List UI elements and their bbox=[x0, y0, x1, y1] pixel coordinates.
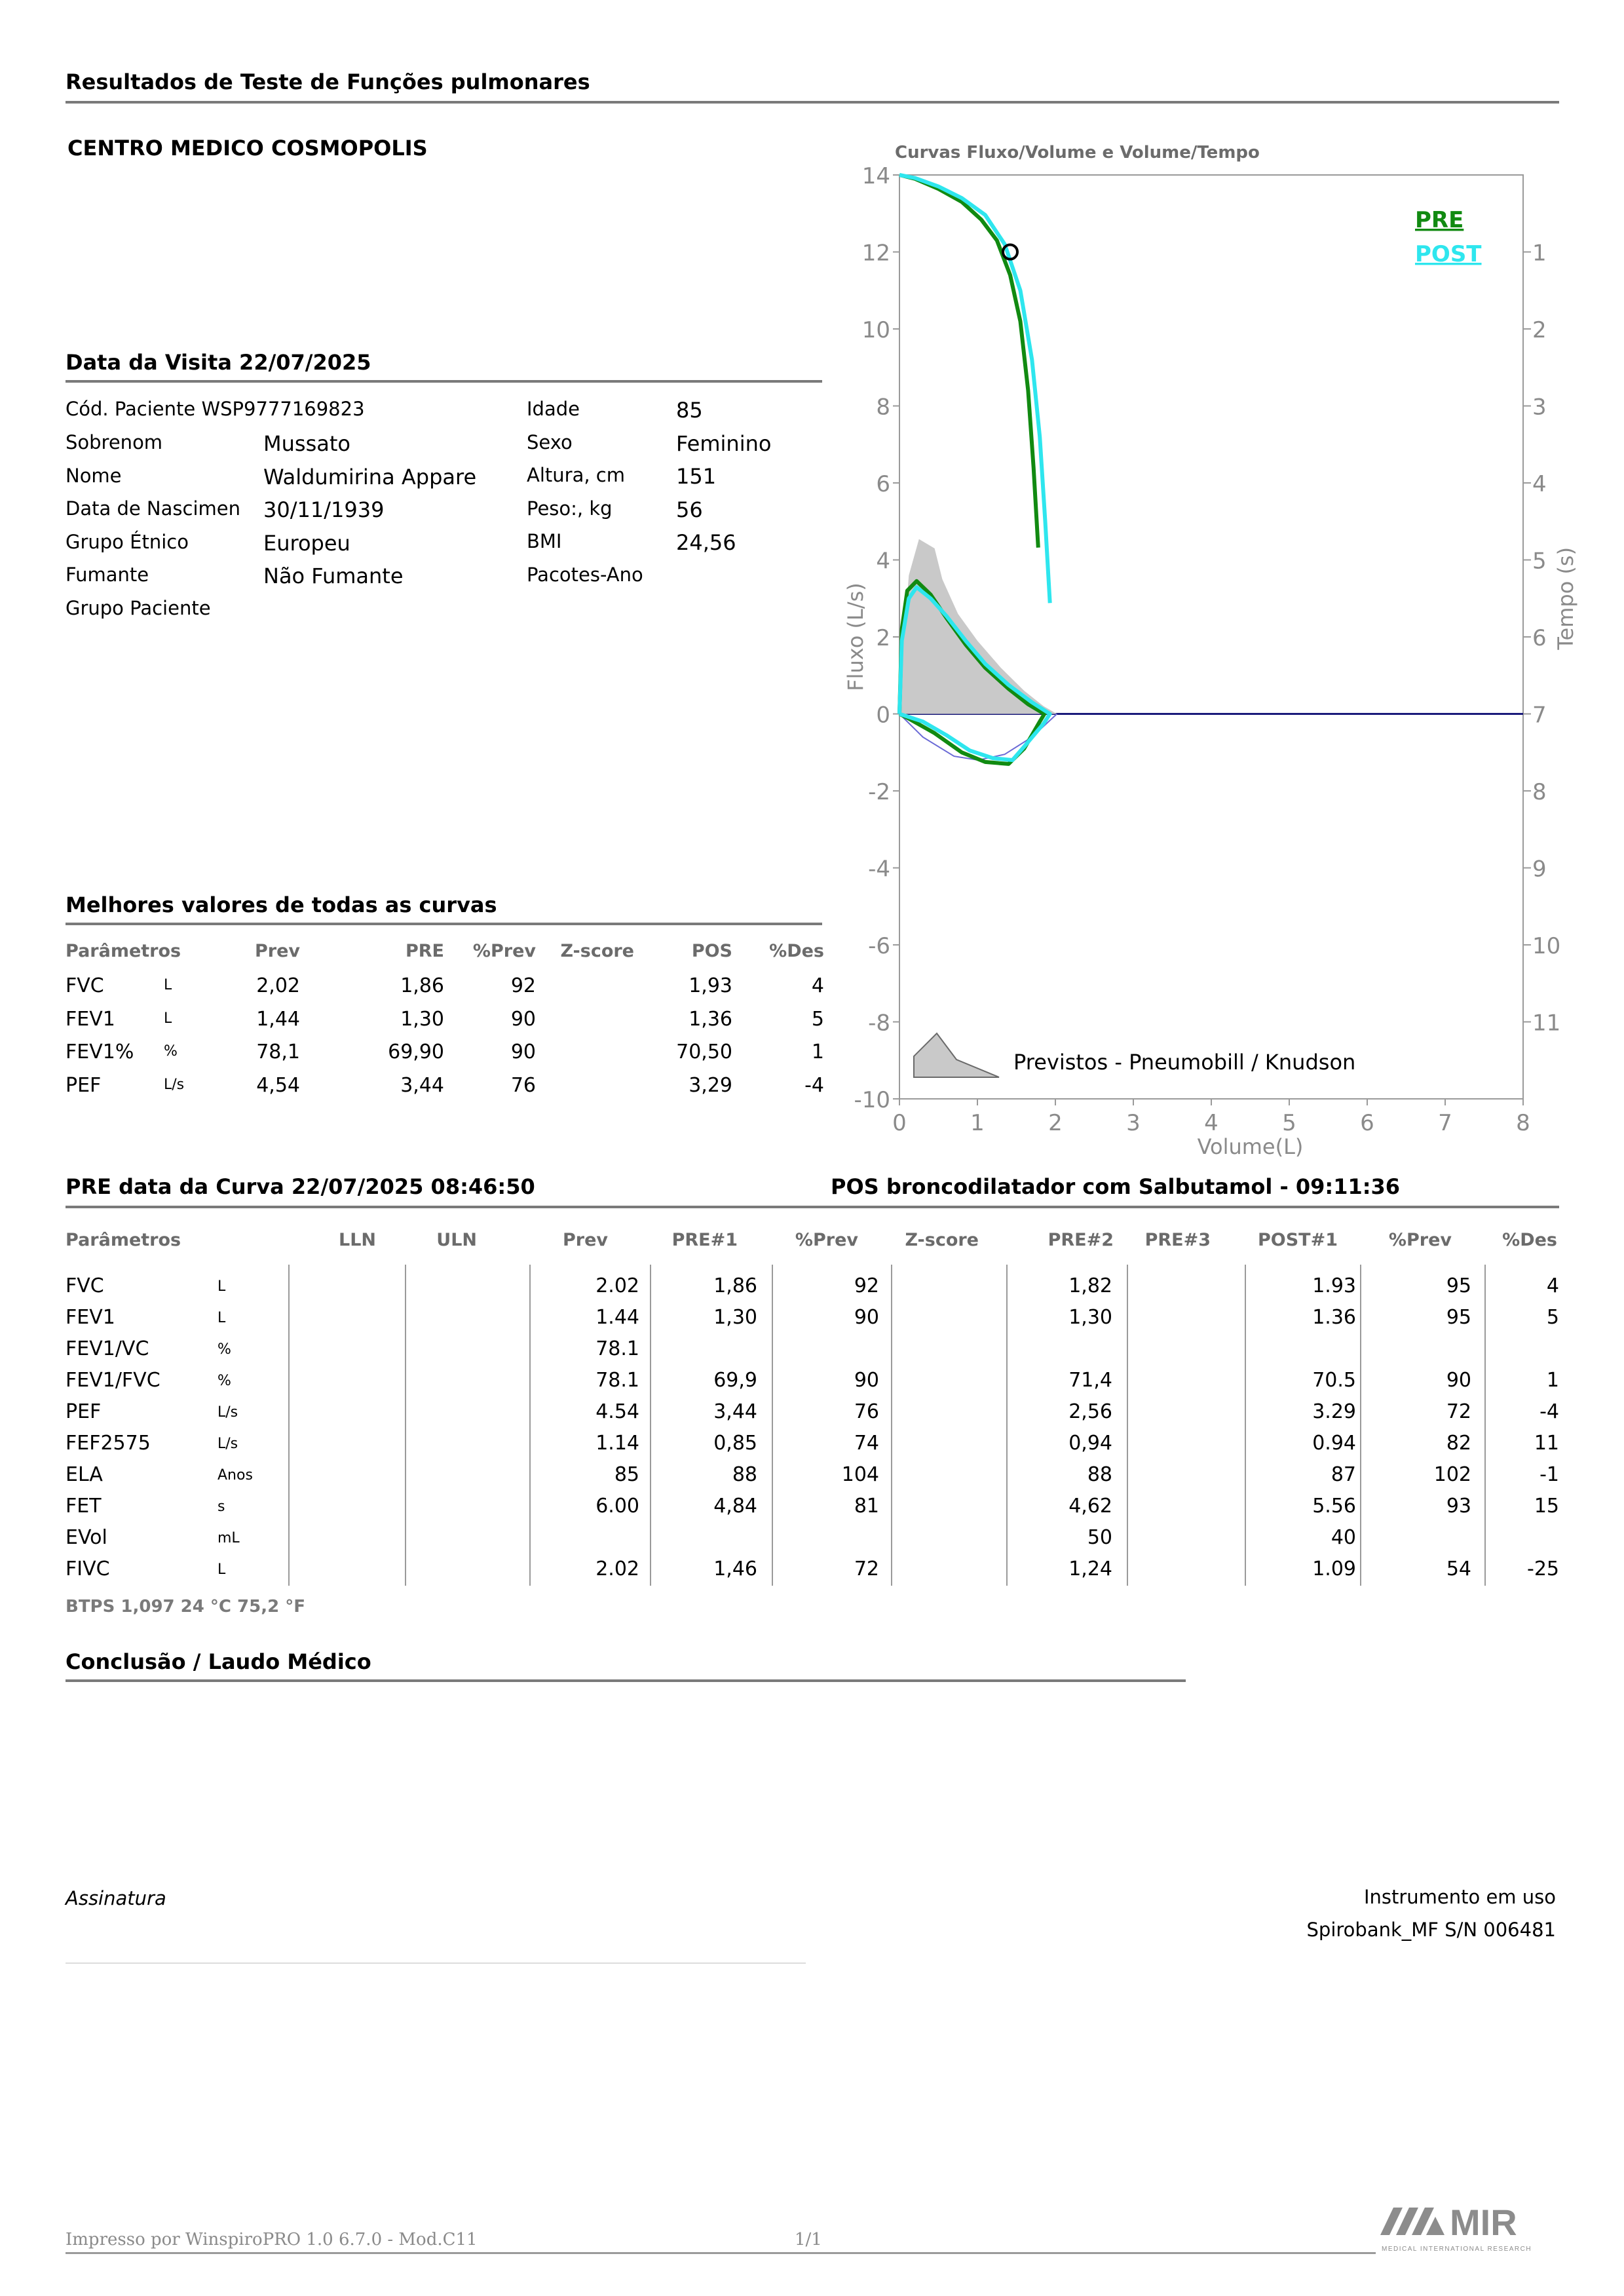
curve-row-value: 0,85 bbox=[713, 1432, 757, 1455]
curve-header-2: ULN bbox=[436, 1230, 477, 1250]
table-column-separator bbox=[405, 1265, 406, 1586]
curve-row-value: 69,9 bbox=[713, 1369, 757, 1392]
table-column-separator bbox=[772, 1265, 773, 1586]
patient-field-value: Não Fumante bbox=[263, 564, 404, 588]
legend-post: POST bbox=[1415, 241, 1482, 267]
curve-row-value: -25 bbox=[1527, 1558, 1559, 1580]
best-row-unit: L bbox=[164, 977, 172, 993]
curve-row-value: 1.36 bbox=[1312, 1306, 1356, 1329]
curve-row-param: FEV1/VC bbox=[66, 1337, 149, 1360]
best-row-value: 1,30 bbox=[400, 1007, 444, 1031]
legend-pre: PRE bbox=[1415, 207, 1464, 233]
y2-tick-label: 4 bbox=[1532, 471, 1547, 497]
table-column-separator bbox=[1006, 1265, 1008, 1586]
table-column-separator bbox=[650, 1265, 651, 1586]
table-column-separator bbox=[1484, 1265, 1486, 1586]
curve-row-value: 2.02 bbox=[595, 1558, 639, 1580]
patient-field-label: Grupo Paciente bbox=[66, 596, 211, 619]
best-row-value: 92 bbox=[510, 974, 536, 997]
patient-field-label: Data de Nascimen bbox=[66, 497, 240, 520]
curve-row-value: 4,62 bbox=[1068, 1495, 1112, 1518]
curve-row-value: 102 bbox=[1433, 1463, 1471, 1486]
curve-row-value: 2,56 bbox=[1068, 1400, 1112, 1423]
curve-row-value: 1.14 bbox=[595, 1432, 639, 1455]
curve-row-value: 90 bbox=[854, 1369, 879, 1392]
best-row-unit: % bbox=[164, 1043, 178, 1060]
curve-row-unit: L bbox=[217, 1561, 226, 1578]
curve-row-value: 4.54 bbox=[595, 1400, 639, 1423]
y2-tick-label: 3 bbox=[1532, 394, 1547, 421]
curve-row-value: 40 bbox=[1331, 1526, 1356, 1549]
curve-row-value: 95 bbox=[1446, 1306, 1471, 1329]
best-row-value: 5 bbox=[811, 1007, 824, 1031]
y-tick-label: -8 bbox=[868, 1010, 890, 1037]
best-header-0: Parâmetros bbox=[66, 941, 181, 961]
best-header-5: POS bbox=[691, 941, 732, 961]
conclusion-title: Conclusão / Laudo Médico bbox=[66, 1649, 371, 1674]
y-tick-label: -6 bbox=[868, 933, 890, 959]
patient-field-value: 85 bbox=[676, 398, 703, 423]
y-tick-label: 12 bbox=[861, 240, 890, 267]
patient-field-label: BMI bbox=[527, 530, 562, 552]
best-row-value: 1,86 bbox=[400, 974, 444, 997]
patient-field-value: 151 bbox=[676, 464, 717, 489]
curve-row-value: 1,82 bbox=[1068, 1274, 1112, 1297]
patient-field-value: 56 bbox=[676, 497, 703, 522]
curve-row-param: FEV1 bbox=[66, 1306, 115, 1329]
best-header-1: Prev bbox=[254, 941, 300, 961]
curve-header-0: Parâmetros bbox=[66, 1230, 181, 1250]
x-tick-label: 7 bbox=[1438, 1110, 1452, 1136]
curve-row-value: 78.1 bbox=[595, 1369, 639, 1392]
patient-field-label: Pacotes-Ano bbox=[527, 563, 643, 586]
best-header-4: Z-score bbox=[560, 941, 634, 961]
curve-row-value: 50 bbox=[1087, 1526, 1112, 1549]
patient-field-label: Sobrenom bbox=[66, 431, 163, 453]
patient-field-label: Fumante bbox=[66, 564, 149, 586]
predicted-legend-label: Previstos - Pneumobill / Knudson bbox=[1013, 1050, 1356, 1075]
curve-row-value: 3.29 bbox=[1312, 1400, 1356, 1423]
curve-row-value: 1,30 bbox=[1068, 1306, 1112, 1329]
visit-divider bbox=[66, 380, 822, 383]
patient-field-label: Idade bbox=[527, 398, 580, 420]
table-column-separator bbox=[529, 1265, 531, 1586]
y-tick-label: 0 bbox=[876, 702, 890, 729]
curve-row-value: 54 bbox=[1446, 1558, 1471, 1580]
patient-field-value: 24,56 bbox=[676, 530, 736, 555]
best-row-value: 1,93 bbox=[689, 974, 732, 997]
best-row-value: 69,90 bbox=[388, 1041, 444, 1063]
y-tick-label: 4 bbox=[876, 548, 890, 575]
best-row-value: 1,36 bbox=[689, 1007, 732, 1031]
conclusion-text-area bbox=[66, 1704, 1186, 1854]
curve-row-value: -1 bbox=[1539, 1463, 1559, 1486]
best-row-value: 70,50 bbox=[676, 1041, 732, 1063]
table-column-separator bbox=[1127, 1265, 1128, 1586]
curve-row-value: 82 bbox=[1446, 1432, 1471, 1455]
best-row-param: PEF bbox=[66, 1073, 102, 1097]
curve-header-11: %Des bbox=[1502, 1230, 1557, 1250]
curve-row-value: 81 bbox=[854, 1495, 879, 1518]
curve-row-param: FIVC bbox=[66, 1558, 110, 1580]
predicted-legend-swatch bbox=[914, 1033, 999, 1077]
x-tick-label: 5 bbox=[1282, 1110, 1296, 1136]
y-tick-label: 10 bbox=[861, 317, 890, 343]
y2-tick-label: 6 bbox=[1532, 625, 1547, 651]
curve-header-5: %Prev bbox=[795, 1230, 858, 1250]
best-header-2: PRE bbox=[405, 941, 444, 961]
report-title: Resultados de Teste de Funções pulmonares bbox=[66, 69, 590, 94]
curve-row-value: 1,24 bbox=[1068, 1558, 1112, 1580]
best-row-value: 90 bbox=[510, 1041, 536, 1063]
curve-row-param: ELA bbox=[66, 1463, 103, 1486]
curve-row-unit: Anos bbox=[217, 1467, 253, 1483]
x-tick-label: 3 bbox=[1126, 1110, 1141, 1136]
center-name: CENTRO MEDICO COSMOPOLIS bbox=[67, 136, 428, 161]
curve-row-value: 5.56 bbox=[1312, 1495, 1356, 1518]
y-tick-label: -10 bbox=[854, 1087, 890, 1113]
best-row-value: 4 bbox=[811, 974, 824, 997]
best-row-param: FVC bbox=[66, 974, 104, 997]
curve-row-param: EVol bbox=[66, 1526, 107, 1549]
best-row-value: 1 bbox=[811, 1041, 824, 1063]
curve-row-value: 70.5 bbox=[1312, 1369, 1356, 1392]
curve-header-8: PRE#3 bbox=[1144, 1230, 1211, 1250]
curve-row-unit: s bbox=[217, 1499, 225, 1515]
patient-field-label: Nome bbox=[66, 464, 122, 487]
plot-frame bbox=[899, 175, 1523, 1099]
curve-row-value: 90 bbox=[1446, 1369, 1471, 1392]
curve-row-value: 1.44 bbox=[595, 1306, 639, 1329]
curve-row-value: 3,44 bbox=[713, 1400, 757, 1423]
y-tick-label: -4 bbox=[868, 856, 890, 883]
y2-tick-label: 8 bbox=[1532, 779, 1547, 805]
curve-row-value: 104 bbox=[841, 1463, 879, 1486]
curve-row-value: 71,4 bbox=[1068, 1369, 1112, 1392]
logo-subtext: MEDICAL INTERNATIONAL RESEARCH bbox=[1382, 2246, 1532, 2253]
btps-info: BTPS 1,097 24 °C 75,2 °F bbox=[66, 1597, 306, 1617]
curve-row-unit: L/s bbox=[217, 1436, 238, 1452]
curve-header-9: POST#1 bbox=[1257, 1230, 1338, 1250]
curve-row-value: 88 bbox=[1087, 1463, 1112, 1486]
table-column-separator bbox=[1245, 1265, 1246, 1586]
best-values-divider bbox=[66, 923, 822, 925]
curve-row-value: 78.1 bbox=[595, 1337, 639, 1360]
curve-row-unit: L bbox=[217, 1310, 226, 1326]
signature-line bbox=[66, 1962, 806, 1964]
best-row-value: 3,44 bbox=[400, 1073, 444, 1097]
curve-row-value: 88 bbox=[732, 1463, 757, 1486]
curve-row-value: 15 bbox=[1534, 1495, 1559, 1518]
patient-field-value: Waldumirina Appare bbox=[263, 464, 477, 489]
table-column-separator bbox=[1360, 1265, 1361, 1586]
curve-row-unit: % bbox=[217, 1341, 231, 1358]
curve-row-value: 1,46 bbox=[713, 1558, 757, 1580]
curve-row-value: 1 bbox=[1546, 1369, 1559, 1392]
instrument-label: Instrumento em uso bbox=[1363, 1886, 1556, 1908]
patient-field-value: 30/11/1939 bbox=[263, 497, 385, 522]
curve-header-7: PRE#2 bbox=[1048, 1230, 1114, 1250]
best-header-6: %Des bbox=[769, 941, 824, 961]
curve-header-4: PRE#1 bbox=[671, 1230, 738, 1250]
best-row-value: -4 bbox=[804, 1073, 824, 1097]
signature-label: Assinatura bbox=[66, 1887, 166, 1909]
curve-row-value: 5 bbox=[1546, 1306, 1559, 1329]
curve-row-param: PEF bbox=[66, 1400, 102, 1423]
curve-row-value: 92 bbox=[854, 1274, 879, 1297]
best-header-3: %Prev bbox=[472, 941, 536, 961]
curve-row-param: FET bbox=[66, 1495, 102, 1518]
curve-row-value: 85 bbox=[614, 1463, 639, 1486]
printed-by: Impresso por WinspiroPRO 1.0 6.7.0 - Mod.C11 bbox=[66, 2230, 478, 2249]
curve-row-value: 2.02 bbox=[595, 1274, 639, 1297]
y2-tick-label: 5 bbox=[1532, 548, 1547, 575]
curve-header-6: Z-score bbox=[905, 1230, 979, 1250]
curve-row-value: 93 bbox=[1446, 1495, 1471, 1518]
patient-field-label: Altura, cm bbox=[527, 464, 625, 486]
curve-row-param: FEF2575 bbox=[66, 1432, 151, 1455]
x-tick-label: 2 bbox=[1048, 1110, 1063, 1136]
y-tick-label: -2 bbox=[868, 779, 890, 805]
curve-row-value: 1.93 bbox=[1312, 1274, 1356, 1297]
x-tick-label: 4 bbox=[1204, 1110, 1218, 1136]
curve-row-unit: L bbox=[217, 1278, 226, 1295]
curve-header-1: LLN bbox=[338, 1230, 376, 1250]
curve-row-value: 87 bbox=[1331, 1463, 1356, 1486]
table-column-separator bbox=[891, 1265, 892, 1586]
curve-row-value: 1,86 bbox=[713, 1274, 757, 1297]
conclusion-divider bbox=[66, 1679, 1186, 1682]
best-row-value: 90 bbox=[510, 1007, 536, 1031]
curve-row-value: 1,30 bbox=[713, 1306, 757, 1329]
curve-row-value: 95 bbox=[1446, 1274, 1471, 1297]
curve-row-value: -4 bbox=[1539, 1400, 1559, 1423]
patient-code: Cód. Paciente WSP9777169823 bbox=[66, 398, 365, 420]
curve-row-param: FEV1/FVC bbox=[66, 1369, 161, 1392]
best-row-value: 3,29 bbox=[689, 1073, 732, 1097]
best-row-value: 2,02 bbox=[256, 974, 300, 997]
post-curve-title: POS broncodilatador com Salbutamol - 09:11:36 bbox=[831, 1174, 1401, 1199]
curve-header-10: %Prev bbox=[1388, 1230, 1452, 1250]
best-row-unit: L bbox=[164, 1010, 172, 1027]
flow-volume-chart bbox=[843, 157, 1578, 1179]
mir-logo bbox=[1379, 2198, 1562, 2257]
curve-row-value: 6.00 bbox=[595, 1495, 639, 1518]
best-row-param: FEV1 bbox=[66, 1007, 115, 1031]
y2-tick-label: 1 bbox=[1532, 240, 1547, 267]
patient-field-value: Mussato bbox=[263, 431, 350, 456]
y2-tick-label: 7 bbox=[1532, 702, 1547, 729]
curve-row-value: 74 bbox=[854, 1432, 879, 1455]
curve-row-unit: % bbox=[217, 1373, 231, 1389]
best-row-value: 78,1 bbox=[256, 1041, 300, 1063]
y2-tick-label: 10 bbox=[1532, 933, 1561, 959]
curve-row-value: 4,84 bbox=[713, 1495, 757, 1518]
best-row-param: FEV1% bbox=[66, 1041, 134, 1063]
curve-row-unit: L/s bbox=[217, 1404, 238, 1421]
curve-row-param: FVC bbox=[66, 1274, 104, 1297]
series-pre-volume-time bbox=[899, 175, 1038, 548]
curve-row-value: 0,94 bbox=[1068, 1432, 1112, 1455]
table-column-separator bbox=[288, 1265, 290, 1586]
chart-title: Curvas Fluxo/Volume e Volume/Tempo bbox=[895, 143, 1260, 163]
patient-field-value: Feminino bbox=[676, 430, 772, 456]
curve-row-unit: mL bbox=[217, 1530, 240, 1546]
predicted-area bbox=[899, 539, 1057, 714]
y2-tick-label: 11 bbox=[1532, 1010, 1561, 1037]
y2-tick-label: 2 bbox=[1532, 317, 1547, 343]
x-tick-label: 0 bbox=[892, 1110, 907, 1136]
patient-field-label: Sexo bbox=[527, 430, 573, 453]
visit-title: Data da Visita 22/07/2025 bbox=[66, 350, 371, 375]
best-row-value: 4,54 bbox=[256, 1073, 300, 1097]
page-number: 1/1 bbox=[795, 2230, 822, 2249]
x-axis-label: Volume(L) bbox=[1197, 1134, 1304, 1159]
y-tick-label: 14 bbox=[861, 163, 890, 189]
best-row-unit: L/s bbox=[164, 1076, 185, 1093]
x-tick-label: 6 bbox=[1360, 1110, 1374, 1136]
y-axis-label: Fluxo (L/s) bbox=[843, 583, 868, 691]
y-tick-label: 2 bbox=[876, 625, 890, 651]
y-tick-label: 8 bbox=[876, 394, 890, 421]
curve-row-value: 72 bbox=[1446, 1400, 1471, 1423]
y-tick-label: 6 bbox=[876, 471, 890, 497]
best-row-value: 1,44 bbox=[256, 1007, 300, 1031]
curve-row-value: 72 bbox=[854, 1558, 879, 1580]
curve-row-value: 4 bbox=[1546, 1274, 1559, 1297]
best-row-value: 76 bbox=[510, 1073, 536, 1097]
y2-tick-label: 9 bbox=[1532, 856, 1547, 883]
curve-row-value: 1.09 bbox=[1312, 1558, 1356, 1580]
x-tick-label: 8 bbox=[1516, 1110, 1530, 1136]
curve-header-3: Prev bbox=[562, 1230, 608, 1250]
patient-field-label: Peso:, kg bbox=[527, 497, 613, 520]
patient-field-label: Grupo Étnico bbox=[66, 530, 189, 553]
logo-text: MIR bbox=[1450, 2202, 1517, 2243]
instrument-value: Spirobank_MF S/N 006481 bbox=[1306, 1919, 1556, 1941]
y2-axis-label: Tempo (s) bbox=[1553, 546, 1578, 650]
patient-field-value: Europeu bbox=[263, 530, 350, 556]
curve-row-value: 11 bbox=[1534, 1432, 1559, 1455]
pre-curve-title: PRE data da Curva 22/07/2025 08:46:50 bbox=[66, 1174, 535, 1199]
curve-row-value: 76 bbox=[854, 1400, 879, 1423]
curve-row-value: 90 bbox=[854, 1306, 879, 1329]
footer-divider bbox=[66, 2252, 1376, 2254]
best-values-title: Melhores valores de todas as curvas bbox=[66, 892, 497, 917]
x-tick-label: 1 bbox=[970, 1110, 985, 1136]
curve-divider bbox=[66, 1206, 1559, 1208]
curve-row-value: 0.94 bbox=[1312, 1432, 1356, 1455]
header-divider bbox=[66, 101, 1559, 104]
